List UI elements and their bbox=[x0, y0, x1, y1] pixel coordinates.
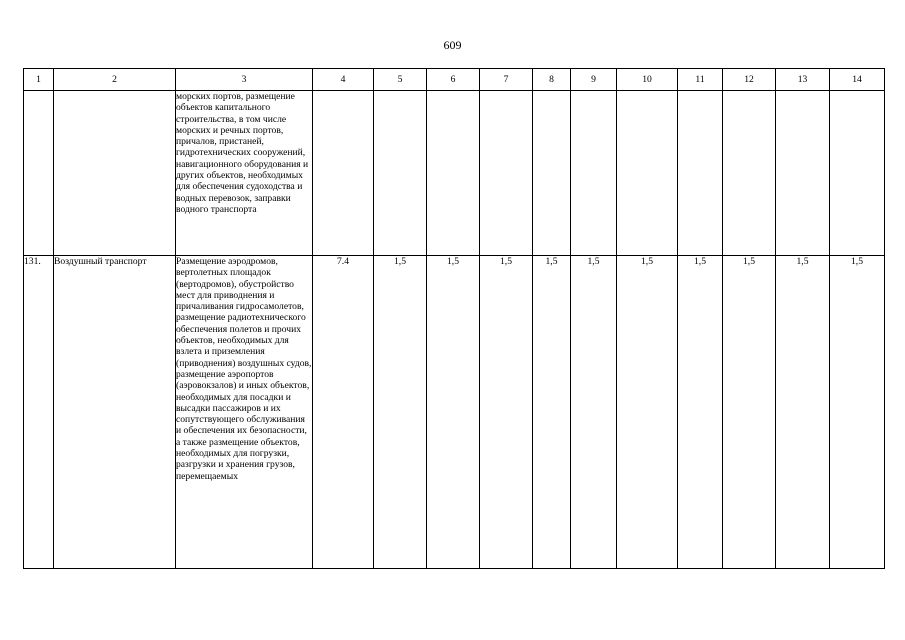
row-value bbox=[617, 91, 678, 256]
row-value: 7.4 bbox=[313, 256, 374, 569]
column-header: 4 bbox=[313, 69, 374, 91]
column-header: 7 bbox=[480, 69, 533, 91]
row-value: 1,5 bbox=[374, 256, 427, 569]
page-number: 609 bbox=[443, 38, 462, 52]
column-header: 13 bbox=[776, 69, 830, 91]
row-description: Размещение аэродромов, вертолетных площадок (вертодромов), обустройство мест для приводнения и причаливания гидросамолетов, размещение радиотехнического обеспечения полетов и прочих объектов, необходимых для взлета и приземления (приводнения) воздушных судов, размещение аэропортов (аэровокзалов) и иных объектов, необходимых для посадки и высадки пассажиров и их сопутствующего обслуживания и обеспечения их безопасности, а также размещение объектов, необходимых для погрузки, разгрузки и хранения грузов, перемещаемых bbox=[176, 256, 313, 569]
row-value: 1,5 bbox=[427, 256, 480, 569]
data-table bbox=[23, 68, 885, 569]
row-number bbox=[24, 91, 54, 256]
row-description: морских портов, размещение объектов капитального строительства, в том числе морских и речных портов, причалов, пристаней, гидротехнических сооружений, навигационного оборудования и других объектов, необходимых для обеспечения судоходства и водных перевозок, заправки водного транспорта bbox=[176, 91, 313, 256]
row-value bbox=[678, 91, 723, 256]
row-value bbox=[313, 91, 374, 256]
column-header: 5 bbox=[374, 69, 427, 91]
row-value bbox=[830, 91, 885, 256]
column-header: 10 bbox=[617, 69, 678, 91]
column-header: 1 bbox=[24, 69, 54, 91]
row-value: 1,5 bbox=[533, 256, 571, 569]
row-value: 1,5 bbox=[723, 256, 776, 569]
row-name: Воздушный транспорт bbox=[54, 256, 176, 569]
row-value bbox=[427, 91, 480, 256]
row-value: 1,5 bbox=[480, 256, 533, 569]
column-header: 3 bbox=[176, 69, 313, 91]
row-value: 1,5 bbox=[571, 256, 617, 569]
row-value: 1,5 bbox=[830, 256, 885, 569]
table-row bbox=[24, 256, 885, 569]
column-header: 8 bbox=[533, 69, 571, 91]
column-header: 9 bbox=[571, 69, 617, 91]
row-value bbox=[374, 91, 427, 256]
table-row bbox=[24, 91, 885, 256]
row-value: 1,5 bbox=[617, 256, 678, 569]
row-value bbox=[776, 91, 830, 256]
row-value: 1,5 bbox=[776, 256, 830, 569]
row-value bbox=[571, 91, 617, 256]
row-name bbox=[54, 91, 176, 256]
column-header: 6 bbox=[427, 69, 480, 91]
row-number: 131. bbox=[24, 256, 54, 569]
row-value bbox=[723, 91, 776, 256]
column-header: 14 bbox=[830, 69, 885, 91]
row-value bbox=[533, 91, 571, 256]
row-value: 1,5 bbox=[678, 256, 723, 569]
column-header: 12 bbox=[723, 69, 776, 91]
header-row bbox=[24, 69, 885, 91]
row-value bbox=[480, 91, 533, 256]
column-header: 2 bbox=[54, 69, 176, 91]
column-header: 11 bbox=[678, 69, 723, 91]
